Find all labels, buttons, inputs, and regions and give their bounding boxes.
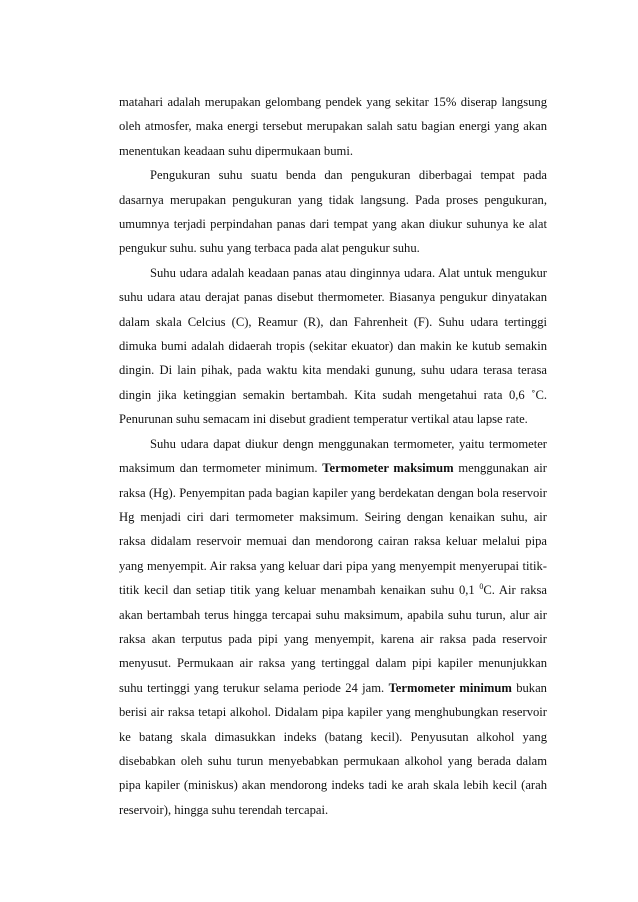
paragraph-3: Suhu udara adalah keadaan panas atau dinginnya udara. Alat untuk mengukur suhu udara atau derajat panas disebut thermometer. Biasanya pengukur dinyatakan dalam skala Celcius (C), Reamur (R), dan Fahrenheit (F). Suhu udara tertinggi dimuka bumi adalah didaerah tropis (sekitar ekuator) dan makin ke kutub semakin dingin. Di lain pihak, pada waktu kita mendaki gunung, suhu udara terasa terasa dingin jika ketinggian semakin bertambah. Kita sudah mengetahui rata 0,6 ˚C. Penurunan suhu semacam ini disebut gradient temperatur vertikal atau lapse rate.	[119, 265, 547, 427]
paragraph-4-text-4: bukan berisi air raksa tetapi alkohol. Didalam pipa kapiler yang menghubungkan reservoir ke batang skala dimasukkan indeks (batang kecil). Penyusutan alkohol yang disebabkan oleh suhu turun menyebabkan permukaan alkohol yang berada dalam pipa kapiler (miniskus) akan mendorong indeks tadi ke arah skala lebih kecil (arah reservoir), hingga suhu terendah tercapai.	[119, 680, 547, 817]
term-termometer-minimum: Termometer minimum	[388, 680, 512, 695]
paragraph-2: Pengukuran suhu suatu benda dan pengukuran diberbagai tempat pada dasarnya merupakan pengukuran yang tidak langsung. Pada proses pengukuran, umumnya terjadi perpindahan panas dari tempat yang akan diukur suhunya ke alat pengukur suhu. suhu yang terbaca pada alat pengukur suhu.	[119, 168, 547, 256]
degree-superscript: 0	[479, 582, 484, 592]
document-page	[119, 90, 547, 822]
paragraph-4	[119, 432, 547, 823]
paragraph-4-text-3: C. Air raksa akan bertambah terus hingga tercapai suhu maksimum, apabila suhu turun, alur air raksa akan terputus pada pipi yang menyempit, karena air raksa pada reservoir menyusut. Permukaan air raksa yang tertinggal dalam pipi kapiler menunjukkan suhu tertinggi yang terukur selama periode 24 jam.	[119, 583, 547, 695]
paragraph-4-text-1: Suhu udara dapat diukur dengn menggunakan termometer, yaitu termometer maksimum dan termometer minimum.	[119, 436, 547, 476]
paragraph-4-text-2: menggunakan air raksa (Hg). Penyempitan pada bagian kapiler yang berdekatan dengan bola reservoir Hg menjadi ciri dari termometer maksimum. Seiring dengan kenaikan suhu, air raksa didalam reservoir memuai dan mendorong cairan raksa keluar melalui pipa yang menyempit. Air raksa yang keluar dari pipa yang menyempit menyerupai titik-titik kecil dan setiap titik yang keluar menambah kenaikan suhu 0,1	[119, 461, 547, 598]
term-termometer-maksimum: Termometer maksimum	[322, 461, 454, 476]
paragraph-1: matahari adalah merupakan gelombang pendek yang sekitar 15% diserap langsung oleh atmosfer, maka energi tersebut merupakan salah satu bagian energi yang akan menentukan keadaan suhu dipermukaan bumi.	[119, 95, 547, 158]
